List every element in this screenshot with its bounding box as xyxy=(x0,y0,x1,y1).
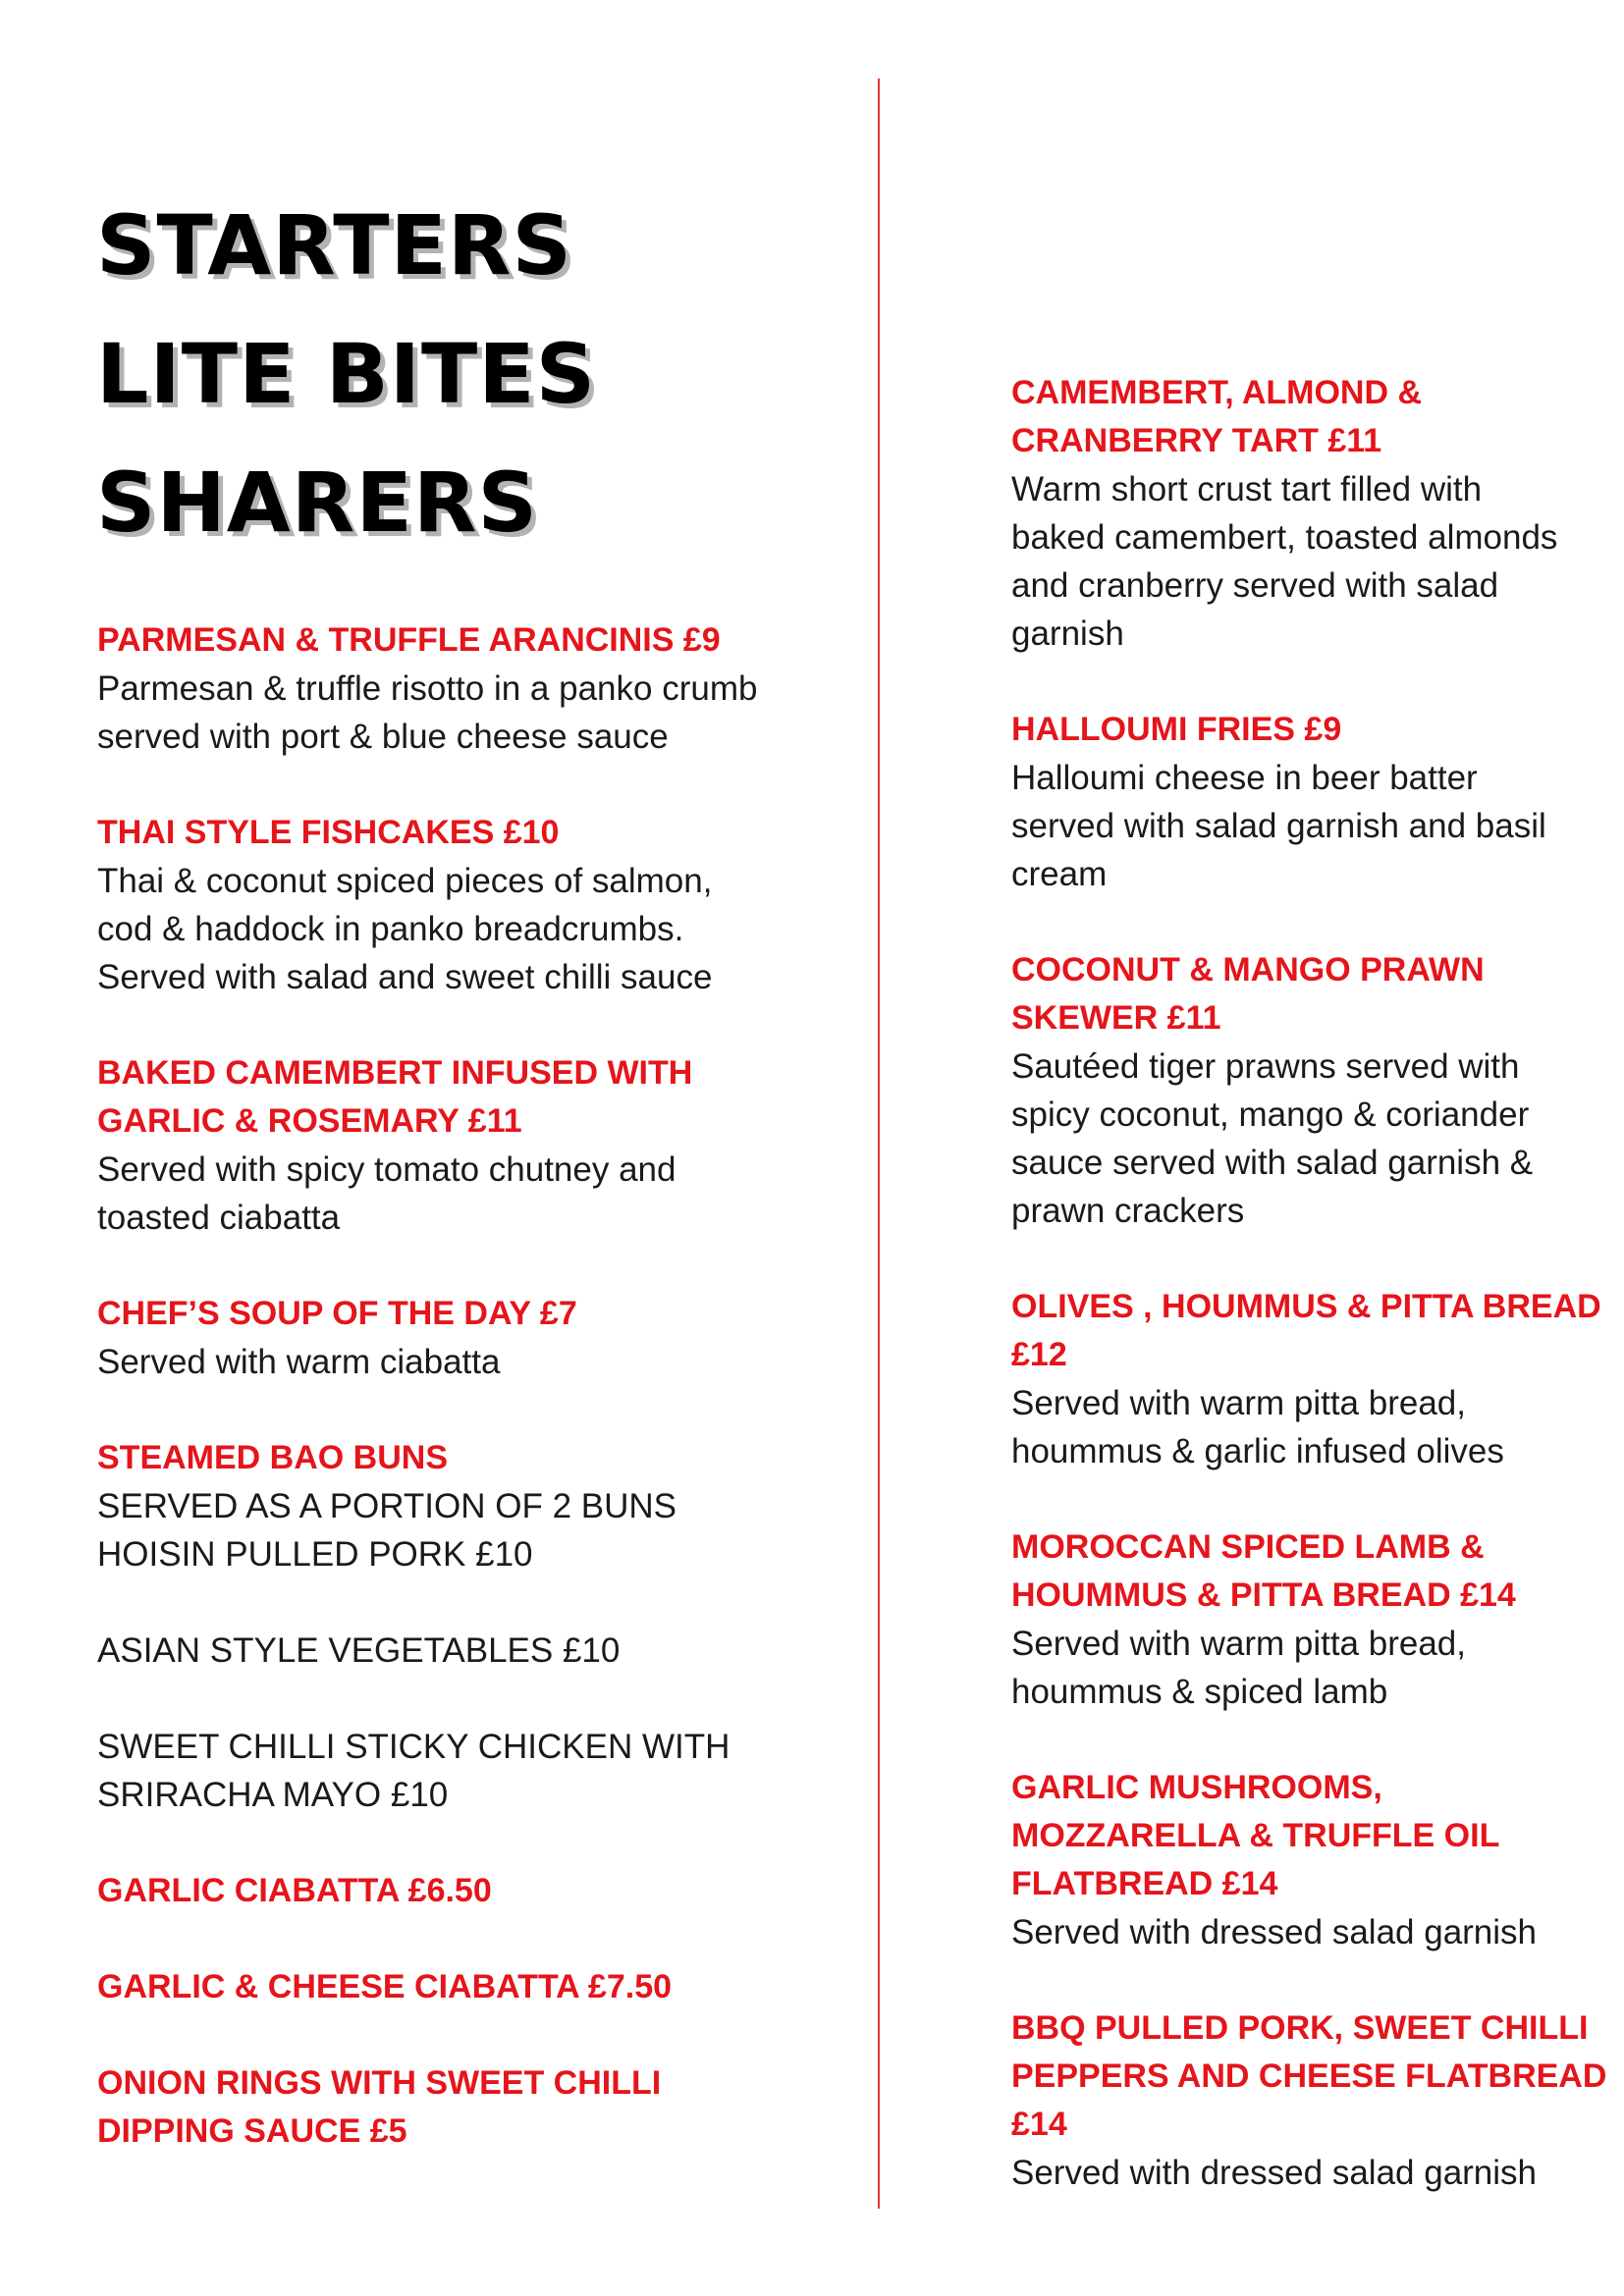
menu-item xyxy=(1011,2004,1610,2197)
menu-item-description: Sautéed tiger prawns served with spicy coconut, mango & coriander sauce served with salad garnish & prawn crackers xyxy=(1011,1047,1534,1230)
menu-item-description: Served with warm pitta bread, hoummus & garlic infused olives xyxy=(1011,1384,1504,1470)
menu-item xyxy=(1011,369,1610,658)
menu-item xyxy=(1011,1523,1610,1716)
menu-item-description: Served with dressed salad garnish xyxy=(1011,2154,1538,2192)
menu-item xyxy=(1011,1283,1610,1475)
menu-item-title: OLIVES , HOUMMUS & PITTA BREAD £12 xyxy=(1011,1288,1601,1373)
menu-item xyxy=(97,809,843,1001)
menu-item-title: ONION RINGS WITH SWEET CHILLI DIPPING SAUCE £5 xyxy=(97,2064,662,2150)
menu-item-title: GARLIC CIABATTA £6.50 xyxy=(97,1872,492,1909)
right-menu-column xyxy=(1011,369,1610,2245)
menu-item xyxy=(1011,706,1610,898)
left-menu-column xyxy=(97,616,843,2204)
menu-item-bao-buns xyxy=(97,1434,843,1819)
menu-item-title: THAI STYLE FISHCAKES £10 xyxy=(97,814,560,851)
menu-item-extra xyxy=(97,1963,843,2011)
bao-option: ASIAN STYLE VEGETABLES £10 xyxy=(97,1631,621,1670)
menu-item xyxy=(97,1290,843,1386)
spacer xyxy=(97,1578,843,1627)
menu-item-title: MOROCCAN SPICED LAMB & HOUMMUS & PITTA BREAD £14 xyxy=(1011,1528,1516,1614)
spacer xyxy=(97,1675,843,1723)
menu-item-description: Parmesan & truffle risotto in a panko crumb served with port & blue cheese sauce xyxy=(97,669,758,756)
column-divider xyxy=(878,79,880,2209)
menu-item-description: SERVED AS A PORTION OF 2 BUNS HOISIN PULLED PORK £10 xyxy=(97,1487,677,1574)
menu-item-title: COCONUT & MANGO PRAWN SKEWER £11 xyxy=(1011,951,1485,1037)
menu-item-description: Served with dressed salad garnish xyxy=(1011,1913,1538,1951)
menu-item-description: Served with spicy tomato chutney and toasted ciabatta xyxy=(97,1150,677,1237)
heading-lite-bites: LITE BITES xyxy=(96,326,597,422)
heading-sharers: SHARERS xyxy=(96,454,539,551)
menu-item-description: Warm short crust tart filled with baked camembert, toasted almonds and cranberry served with salad garnish xyxy=(1011,470,1558,653)
menu-item-title: HALLOUMI FRIES £9 xyxy=(1011,711,1342,748)
menu-item xyxy=(1011,1764,1610,1956)
menu-item-extra xyxy=(97,1867,843,1915)
menu-item xyxy=(97,1049,843,1242)
menu-item-title: STEAMED BAO BUNS xyxy=(97,1439,449,1476)
menu-item-title: CAMEMBERT, ALMOND & CRANBERRY TART £11 xyxy=(1011,374,1423,459)
bao-option: SWEET CHILLI STICKY CHICKEN WITH SRIRACHA MAYO £10 xyxy=(97,1728,731,1814)
menu-item-description: Served with warm pitta bread, hoummus & spiced lamb xyxy=(1011,1625,1466,1711)
menu-item-extra xyxy=(97,2059,843,2156)
menu-item-title: GARLIC & CHEESE CIABATTA £7.50 xyxy=(97,1968,673,2005)
menu-item-description: Thai & coconut spiced pieces of salmon, cod & haddock in panko breadcrumbs. Served with salad and sweet chilli sauce xyxy=(97,862,713,996)
menu-item-description: Served with warm ciabatta xyxy=(97,1343,501,1381)
menu-item xyxy=(1011,946,1610,1235)
heading-starters: STARTERS xyxy=(96,197,573,294)
menu-item-title: PARMESAN & TRUFFLE ARANCINIS £9 xyxy=(97,621,721,659)
menu-item-description: Halloumi cheese in beer batter served with salad garnish and basil cream xyxy=(1011,759,1546,893)
menu-item xyxy=(97,616,843,761)
menu-item-title: BBQ PULLED PORK, SWEET CHILLI PEPPERS AND CHEESE FLATBREAD £14 xyxy=(1011,2009,1607,2143)
menu-item-title: BAKED CAMEMBERT INFUSED WITH GARLIC & ROSEMARY £11 xyxy=(97,1054,693,1140)
menu-item-title: CHEF’S SOUP OF THE DAY £7 xyxy=(97,1295,577,1332)
menu-item-title: GARLIC MUSHROOMS, MOZZARELLA & TRUFFLE OIL FLATBREAD £14 xyxy=(1011,1769,1500,1902)
